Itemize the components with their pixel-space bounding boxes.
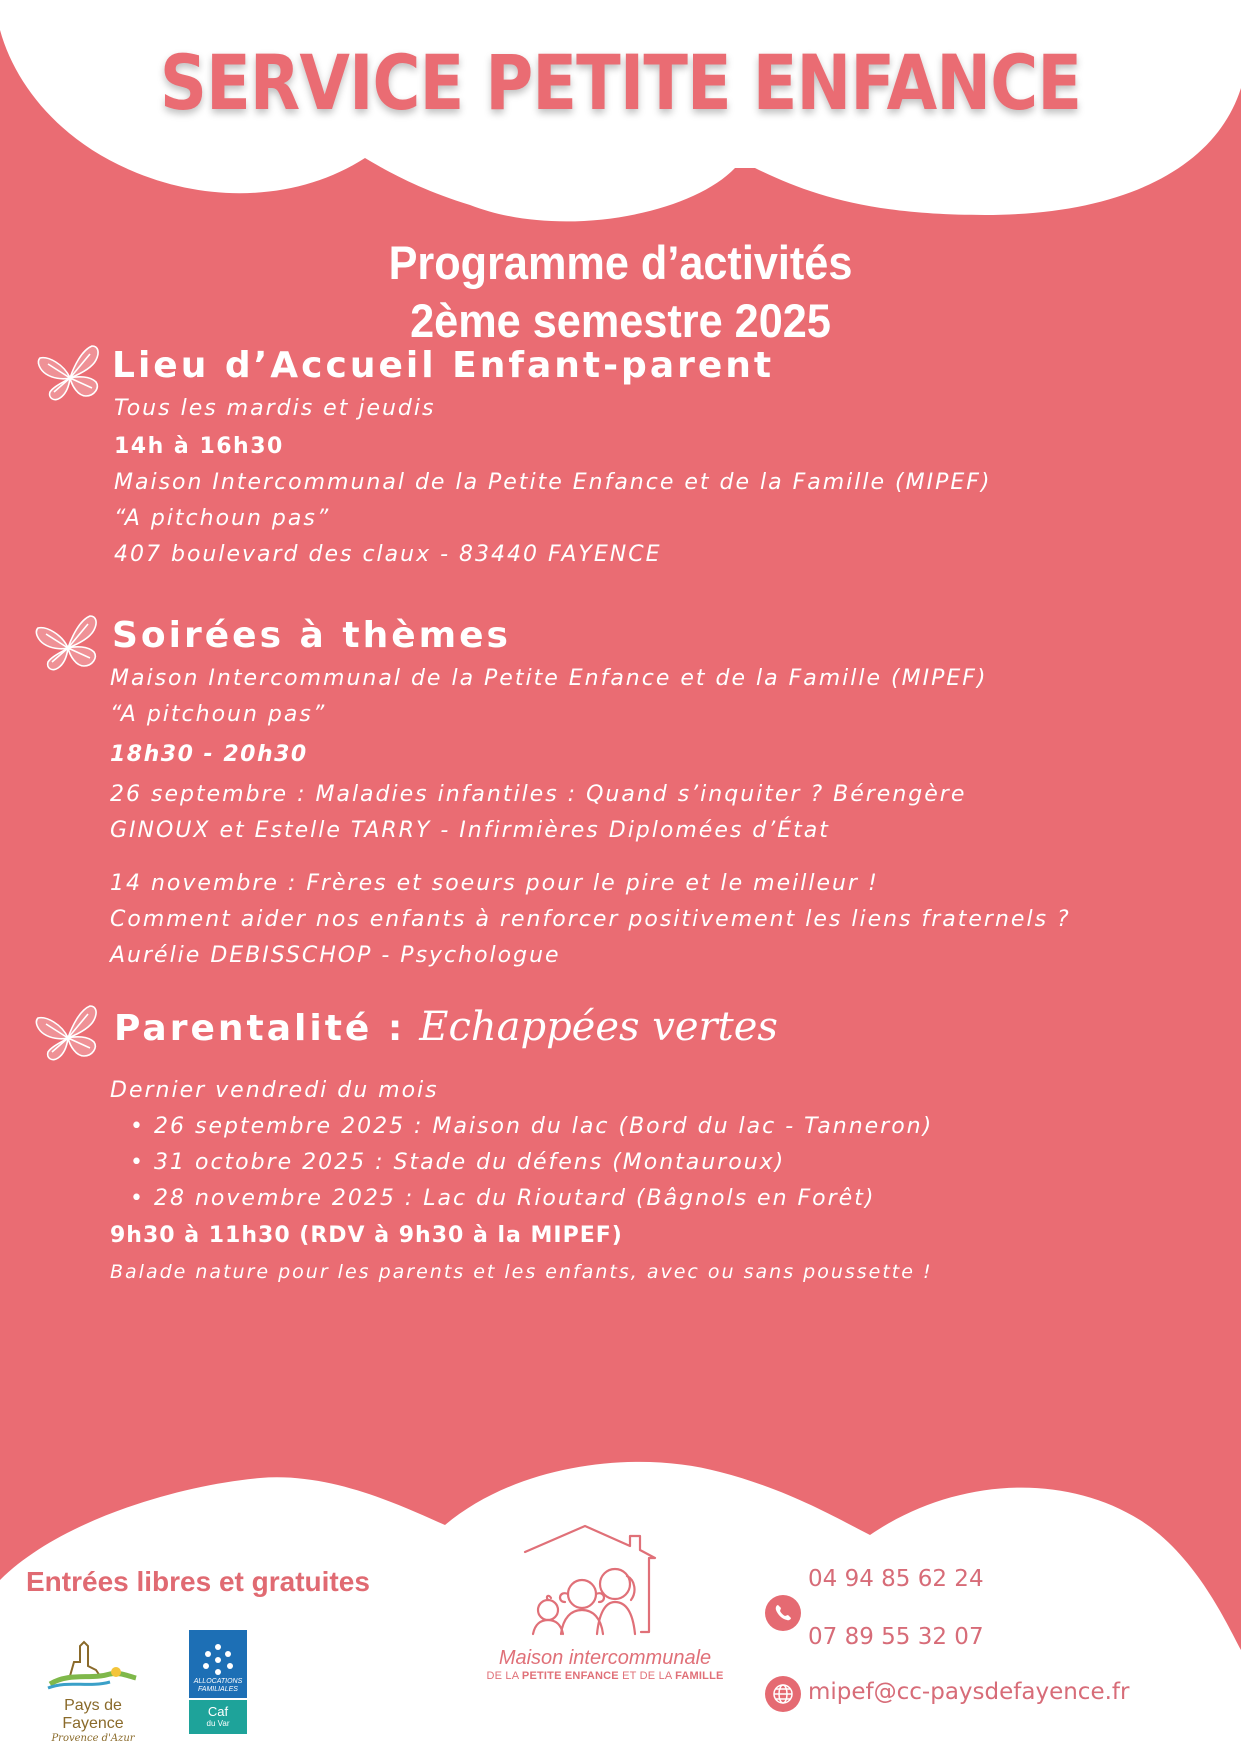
phone-number-2[interactable]: 07 89 55 32 07 (808, 1624, 984, 1650)
main-title: SERVICE PETITE ENFANCE (159, 38, 1082, 127)
section-title-label: Parentalité : (114, 1008, 406, 1049)
venue-nickname: “A pitchoun pas” (110, 702, 327, 727)
globe-glyph (772, 1683, 794, 1705)
caf-allocations: ALLOCATIONS (193, 1678, 243, 1685)
list-item: • 26 septembre 2025 : Maison du lac (Bord du lac - Tanneron) (130, 1114, 933, 1150)
caf-region: du Var (206, 1719, 230, 1728)
event-1-line-1: 26 septembre : Maladies infantiles : Quand s’inquiter ? Bérengère (110, 782, 967, 807)
free-entry-label: Entrées libres et gratuites (26, 1566, 370, 1597)
evening-time: 18h30 - 20h30 (110, 742, 308, 767)
pays-de-fayence-name: Pays de Fayence (62, 1697, 124, 1732)
schedule-time: 14h à 16h30 (114, 434, 284, 459)
program-subtitle (0, 234, 1241, 350)
section-title-lieu-accueil: Lieu d’Accueil Enfant-parent (112, 345, 775, 386)
section-title-script: Echappées vertes (419, 1004, 778, 1050)
walk-dates-list (130, 1114, 933, 1222)
phone-number-1[interactable]: 04 94 85 62 24 (808, 1566, 984, 1592)
mipef-sub-bold: PETITE ENFANCE (521, 1670, 619, 1682)
event-2-line-3: Aurélie DEBISSCHOP - Psychologue (110, 943, 561, 968)
house-family-icon (455, 1522, 755, 1642)
caf-figures-icon (198, 1642, 238, 1678)
pays-de-fayence-logo (40, 1636, 146, 1744)
landscape-icon (40, 1636, 146, 1692)
mipef-sub-text: ET DE LA (618, 1670, 676, 1682)
event-1-line-2: GINOUX et Estelle TARRY - Infirmières Diplomées d’État (110, 818, 830, 843)
section-title-soirees: Soirées à thèmes (112, 615, 511, 656)
mipef-sub-text: DE LA (486, 1670, 522, 1682)
caf-name: Caf (207, 1704, 229, 1719)
butterfly-icon (32, 612, 104, 674)
caf-familiales: FAMILIALES (198, 1686, 238, 1693)
venue-name: Maison Intercommunal de la Petite Enfance et de la Famille (MIPEF) (114, 470, 992, 495)
butterfly-icon (34, 342, 106, 404)
caf-logo (189, 1630, 247, 1732)
phone-icon (765, 1595, 801, 1631)
phone-glyph (773, 1603, 793, 1623)
schedule-days: Tous les mardis et jeudis (114, 396, 436, 421)
list-item: • 28 novembre 2025 : Lac du Rioutard (Bâgnols en Forêt) (130, 1186, 933, 1222)
mipef-sub-bold: FAMILLE (675, 1670, 724, 1682)
list-item: • 31 octobre 2025 : Stade du défens (Montauroux) (130, 1150, 933, 1186)
caf-bottom-block (189, 1698, 247, 1734)
venue-address: 407 boulevard des claux - 83440 FAYENCE (114, 542, 662, 567)
caf-top-block (189, 1630, 247, 1698)
butterfly-icon (32, 1002, 104, 1064)
event-2-line-1: 14 novembre : Frères et soeurs pour le pire et le meilleur ! (110, 871, 879, 896)
venue-nickname: “A pitchoun pas” (114, 506, 331, 531)
pays-de-fayence-tagline: Provence d'Azur (51, 1733, 135, 1744)
event-2-line-2: Comment aider nos enfants à renforcer positivement les liens fraternels ? (110, 907, 1071, 932)
mipef-logo-title: Maison intercommunale (498, 1647, 712, 1669)
section-title-parentalite (114, 1004, 778, 1050)
globe-icon (765, 1676, 801, 1712)
venue-name: Maison Intercommunal de la Petite Enfance et de la Famille (MIPEF) (110, 666, 988, 691)
mipef-logo-subtitle (455, 1670, 755, 1682)
email-link[interactable]: mipef@cc-paysdefayence.fr (808, 1679, 1130, 1705)
walk-frequency: Dernier vendredi du mois (110, 1078, 439, 1103)
walk-note: Balade nature pour les parents et les enfants, avec ou sans poussette ! (110, 1261, 933, 1283)
mipef-logo (455, 1522, 755, 1682)
subtitle-line-2: 2ème semestre 2025 (410, 294, 831, 347)
subtitle-line-1: Programme d’activités (388, 236, 853, 289)
walk-time: 9h30 à 11h30 (RDV à 9h30 à la MIPEF) (110, 1223, 623, 1248)
